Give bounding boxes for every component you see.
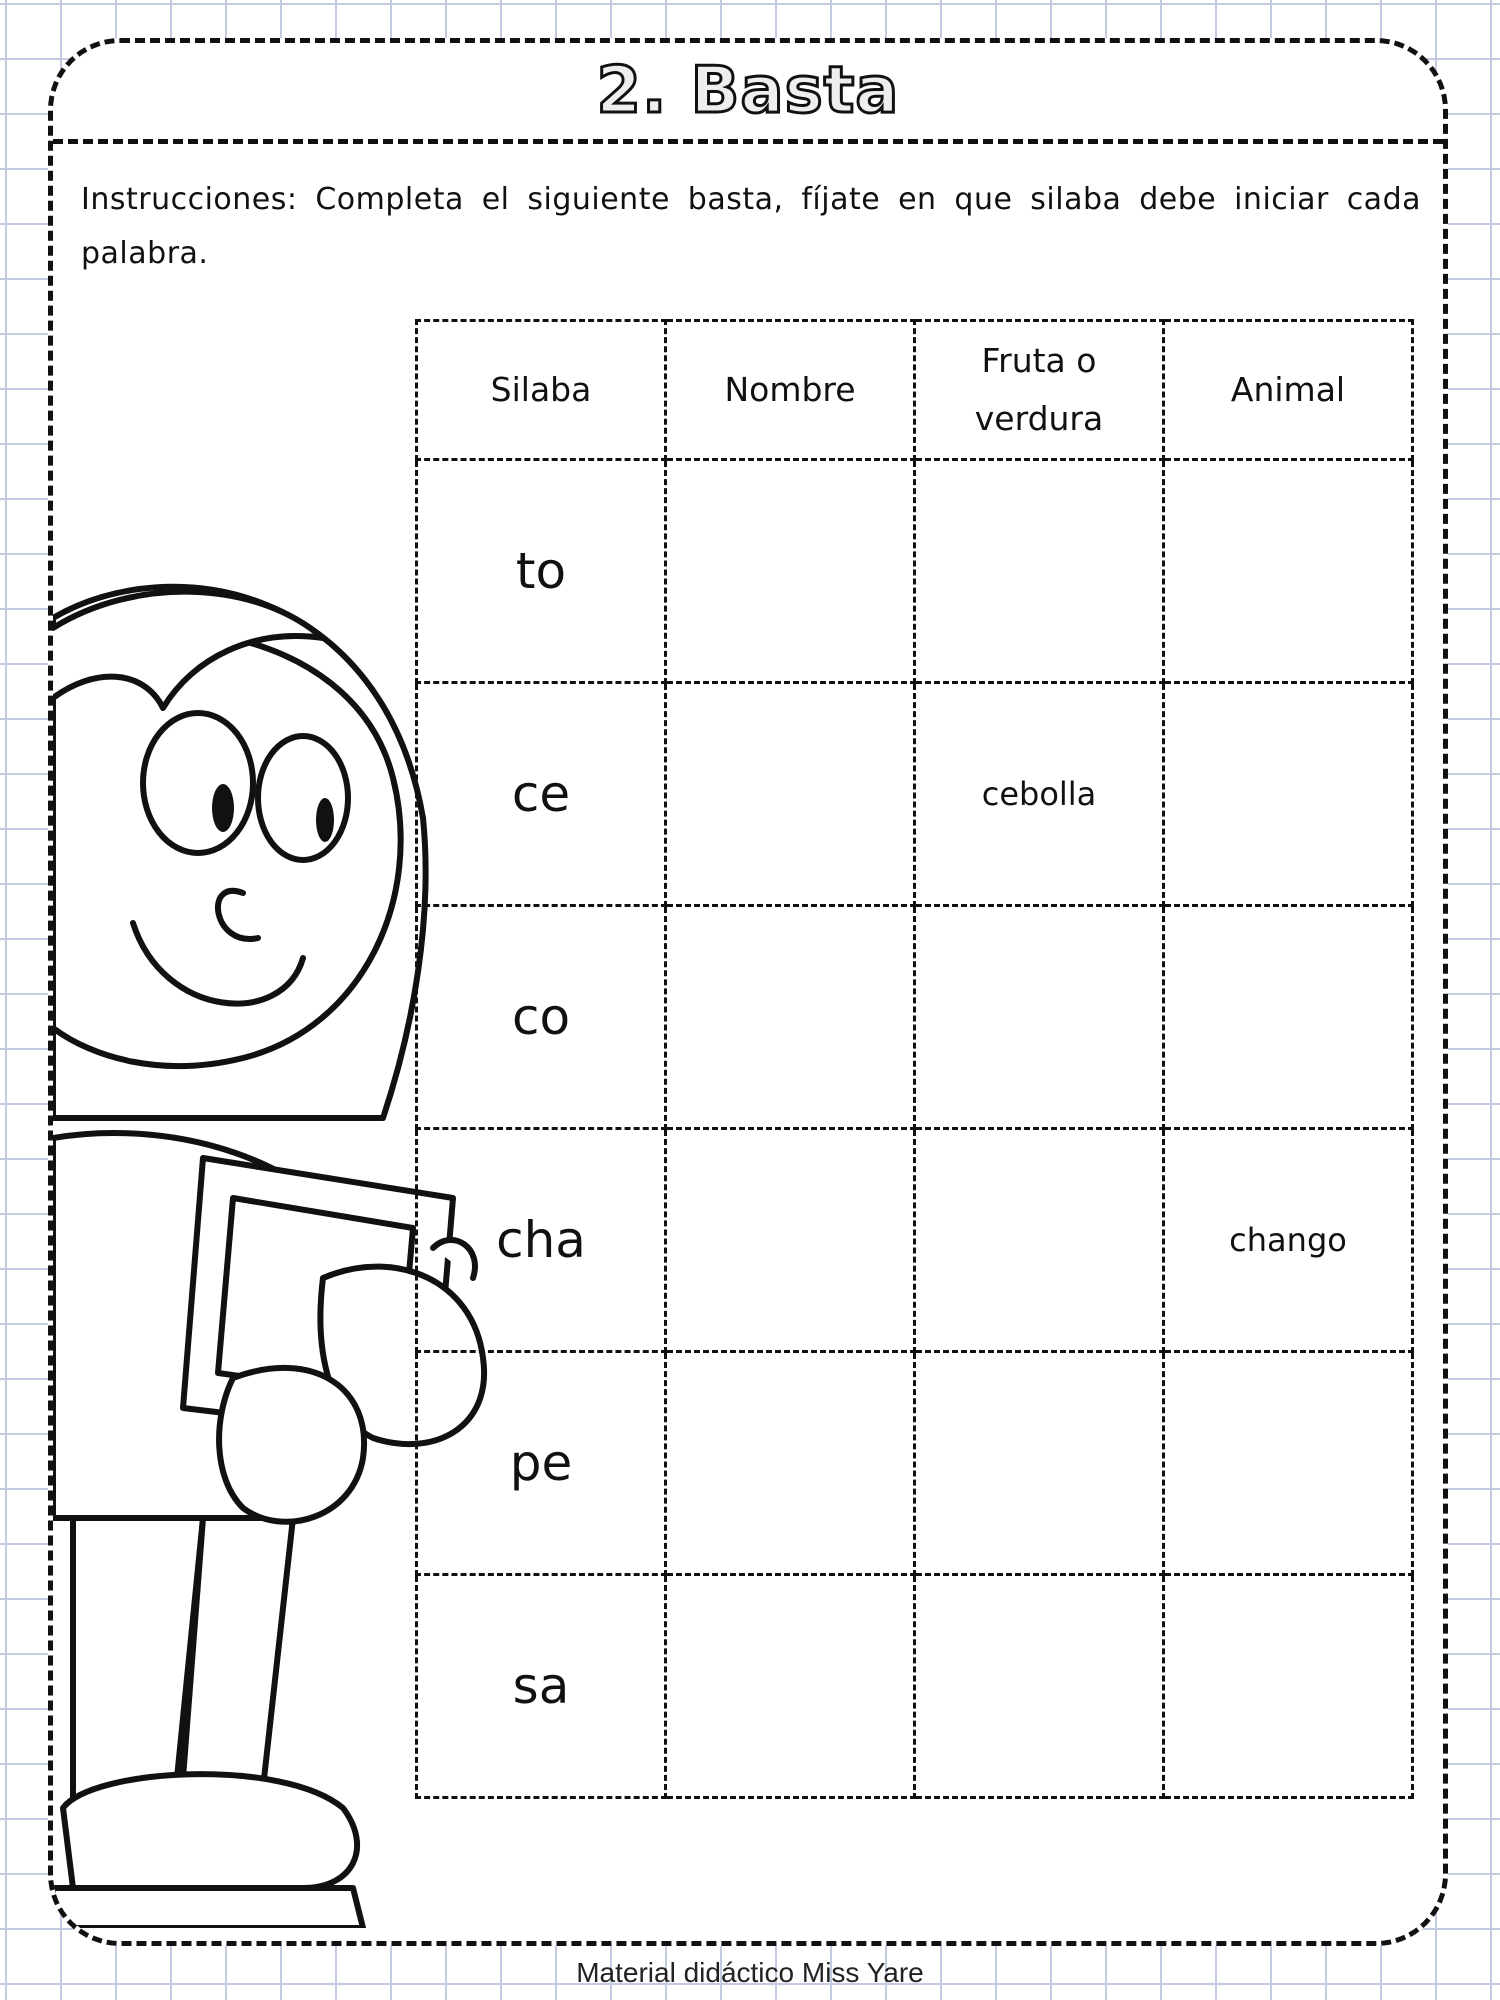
worksheet-frame bbox=[48, 38, 1448, 1946]
header-nombre: Nombre bbox=[666, 321, 915, 460]
syllable-cell: ce bbox=[417, 683, 666, 906]
answer-cell-animal[interactable] bbox=[1164, 1352, 1413, 1575]
header-animal: Animal bbox=[1164, 321, 1413, 460]
answer-cell-fruta-verdura[interactable] bbox=[915, 1352, 1164, 1575]
answer-cell-fruta-verdura[interactable]: cebolla bbox=[915, 683, 1164, 906]
answer-cell-animal[interactable] bbox=[1164, 906, 1413, 1129]
header-silaba: Silaba bbox=[417, 321, 666, 460]
basta-table bbox=[415, 319, 1414, 1799]
table-row bbox=[417, 683, 1413, 906]
syllable-cell: to bbox=[417, 460, 666, 683]
instructions-text: Instrucciones: Completa el siguiente basta, fíjate en que silaba debe iniciar cada palabra. bbox=[81, 182, 1421, 271]
syllable-cell: pe bbox=[417, 1352, 666, 1575]
answer-cell-fruta-verdura[interactable] bbox=[915, 460, 1164, 683]
answer-cell-nombre[interactable] bbox=[666, 683, 915, 906]
answer-cell-nombre[interactable] bbox=[666, 460, 915, 683]
answer-cell-animal[interactable] bbox=[1164, 460, 1413, 683]
syllable-cell: co bbox=[417, 906, 666, 1129]
title-bar bbox=[53, 43, 1443, 144]
answer-cell-nombre[interactable] bbox=[666, 1575, 915, 1798]
table-row bbox=[417, 906, 1413, 1129]
answer-cell-nombre[interactable] bbox=[666, 1352, 915, 1575]
table-row bbox=[417, 1129, 1413, 1352]
answer-cell-fruta-verdura[interactable] bbox=[915, 1575, 1164, 1798]
answer-cell-fruta-verdura[interactable] bbox=[915, 1129, 1164, 1352]
answer-cell-animal[interactable] bbox=[1164, 683, 1413, 906]
answer-cell-nombre[interactable] bbox=[666, 1129, 915, 1352]
answer-cell-nombre[interactable] bbox=[666, 906, 915, 1129]
answer-cell-fruta-verdura[interactable] bbox=[915, 906, 1164, 1129]
table-row bbox=[417, 460, 1413, 683]
footer-credit: Material didáctico Miss Yare bbox=[576, 1957, 924, 1988]
syllable-cell: sa bbox=[417, 1575, 666, 1798]
worksheet-title: 2. Basta bbox=[596, 54, 900, 128]
header-fruta-verdura: Fruta o verdura bbox=[915, 321, 1164, 460]
table-row bbox=[417, 1575, 1413, 1798]
syllable-cell: cha bbox=[417, 1129, 666, 1352]
header-row bbox=[417, 321, 1413, 460]
answer-cell-animal[interactable] bbox=[1164, 1575, 1413, 1798]
table-row bbox=[417, 1352, 1413, 1575]
answer-cell-animal[interactable]: chango bbox=[1164, 1129, 1413, 1352]
